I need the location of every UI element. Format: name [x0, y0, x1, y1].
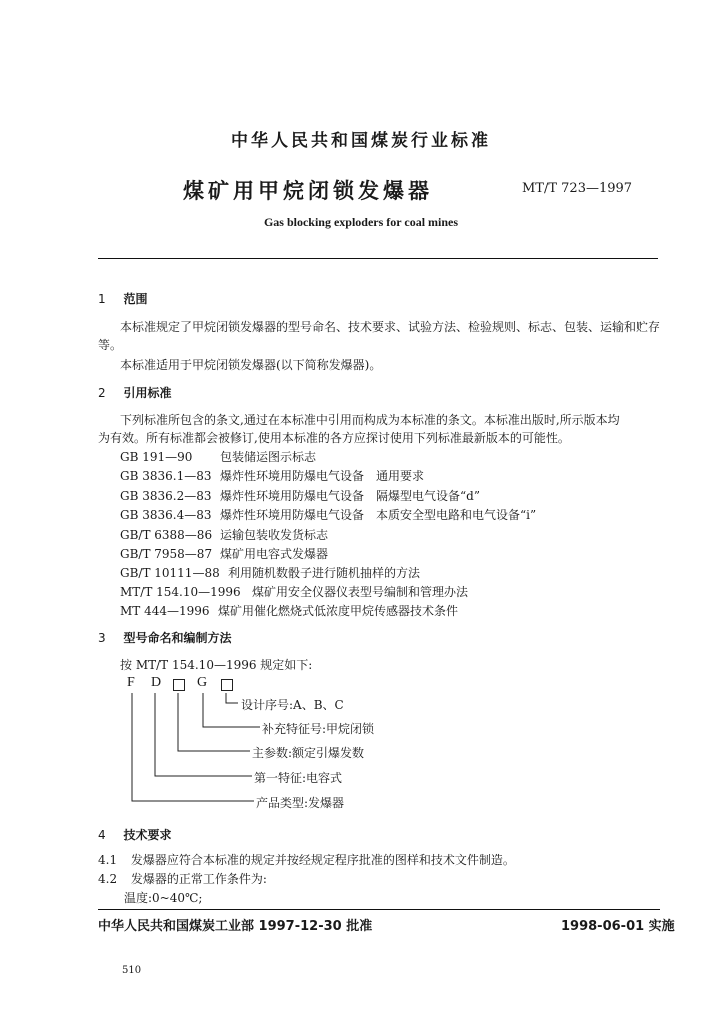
section-number: 4: [98, 828, 106, 842]
reference-title: 煤矿用催化燃烧式低浓度甲烷传感器技术条件: [218, 604, 459, 618]
reference-title: 煤矿用电容式发爆器: [220, 547, 329, 561]
reference-code: GB/T 10111—88: [120, 566, 220, 580]
diagram-letter-g: G: [197, 675, 208, 690]
page-number: 510: [122, 965, 142, 976]
section-number: 3: [98, 631, 106, 645]
english-title: Gas blocking exploders for coal mines: [263, 215, 459, 229]
reference-code: GB/T 6388—86: [120, 528, 213, 542]
reference-code: MT 444—1996: [120, 604, 210, 618]
section-3-intro: 按 MT/T 154.10—1996 规定如下:: [120, 658, 313, 672]
clause-4-2: [98, 870, 267, 888]
clause-4-1: [98, 851, 515, 869]
reference-code: GB 3836.4—83: [120, 508, 212, 522]
section-title: 引用标准: [123, 386, 172, 400]
reference-title: 包装储运图示标志: [220, 450, 317, 464]
reference-code: GB 3836.1—83: [120, 469, 212, 483]
diagram-label-first-feature: 第一特征:电容式: [254, 771, 343, 785]
diagram-letter-d: D: [151, 675, 162, 690]
reference-title: 利用随机数骰子进行随机抽样的方法: [228, 566, 421, 580]
diagram-label-product-type: 产品类型:发爆器: [256, 796, 345, 810]
section-title: 技术要求: [123, 828, 172, 842]
document-title: 煤矿用甲烷闭锁发爆器: [183, 179, 433, 203]
clause-text: 发爆器应符合本标准的规定并按经规定程序批准的图样和技术文件制造。: [130, 853, 515, 867]
effective-date: 1998-06-01 实施: [561, 919, 675, 934]
reference-code: GB 191—90: [120, 450, 193, 464]
reference-title: 煤矿用安全仪器仪表型号编制和管理办法: [252, 585, 469, 599]
clause-number: 4.2: [98, 872, 118, 886]
reference-title: 爆炸性环境用防爆电气设备 通用要求: [220, 469, 425, 483]
section-title: 型号命名和编制方法: [123, 631, 232, 645]
reference-title: 运输包装收发货标志: [220, 528, 329, 542]
section-2-paragraph-line1: 下列标准所包含的条文,通过在本标准中引用而构成为本标准的条文。本标准出版时,所示版本均: [120, 413, 620, 427]
section-number: 2: [98, 386, 106, 400]
section-1-paragraph-line1: 本标准规定了甲烷闭锁发爆器的型号命名、技术要求、试验方法、检验规则、标志、包装、运输和贮存: [120, 320, 661, 334]
clause-4-2-temperature: 温度:0~40℃;: [124, 891, 203, 905]
section-title: 范围: [123, 292, 148, 306]
reference-code: MT/T 154.10—1996: [120, 585, 241, 599]
section-1-paragraph-line2: 等。: [98, 338, 123, 352]
section-2-paragraph-line2: 为有效。所有标准都会被修订,使用本标准的各方应探讨使用下列标准最新版本的可能性。: [98, 431, 570, 445]
clause-number: 4.1: [98, 853, 118, 867]
diagram-letter-f: F: [127, 675, 135, 690]
section-number: 1: [98, 292, 106, 306]
issuer-approval: 中华人民共和国煤炭工业部 1997-12-30 批准: [98, 919, 373, 934]
diagram-label-design-serial: 设计序号:A、B、C: [241, 698, 344, 712]
section-4-heading: [98, 826, 171, 843]
clause-text: 发爆器的正常工作条件为:: [130, 872, 267, 886]
standard-category: 中华人民共和国煤炭行业标准: [231, 131, 491, 151]
reference-title: 爆炸性环境用防爆电气设备 本质安全型电路和电气设备“i”: [220, 508, 537, 522]
section-1-paragraph-2: 本标准适用于甲烷闭锁发爆器(以下简称发爆器)。: [120, 358, 382, 372]
reference-code: GB/T 7958—87: [120, 547, 213, 561]
diagram-label-main-parameter: 主参数:额定引爆发数: [252, 746, 365, 760]
diagram-label-supplementary: 补充特征号:甲烷闭锁: [262, 722, 375, 736]
footer-rule: [98, 909, 660, 910]
reference-code: GB 3836.2—83: [120, 489, 212, 503]
reference-title: 爆炸性环境用防爆电气设备 隔爆型电气设备“d”: [220, 489, 480, 503]
standard-number: MT/T 723—1997: [522, 181, 633, 196]
